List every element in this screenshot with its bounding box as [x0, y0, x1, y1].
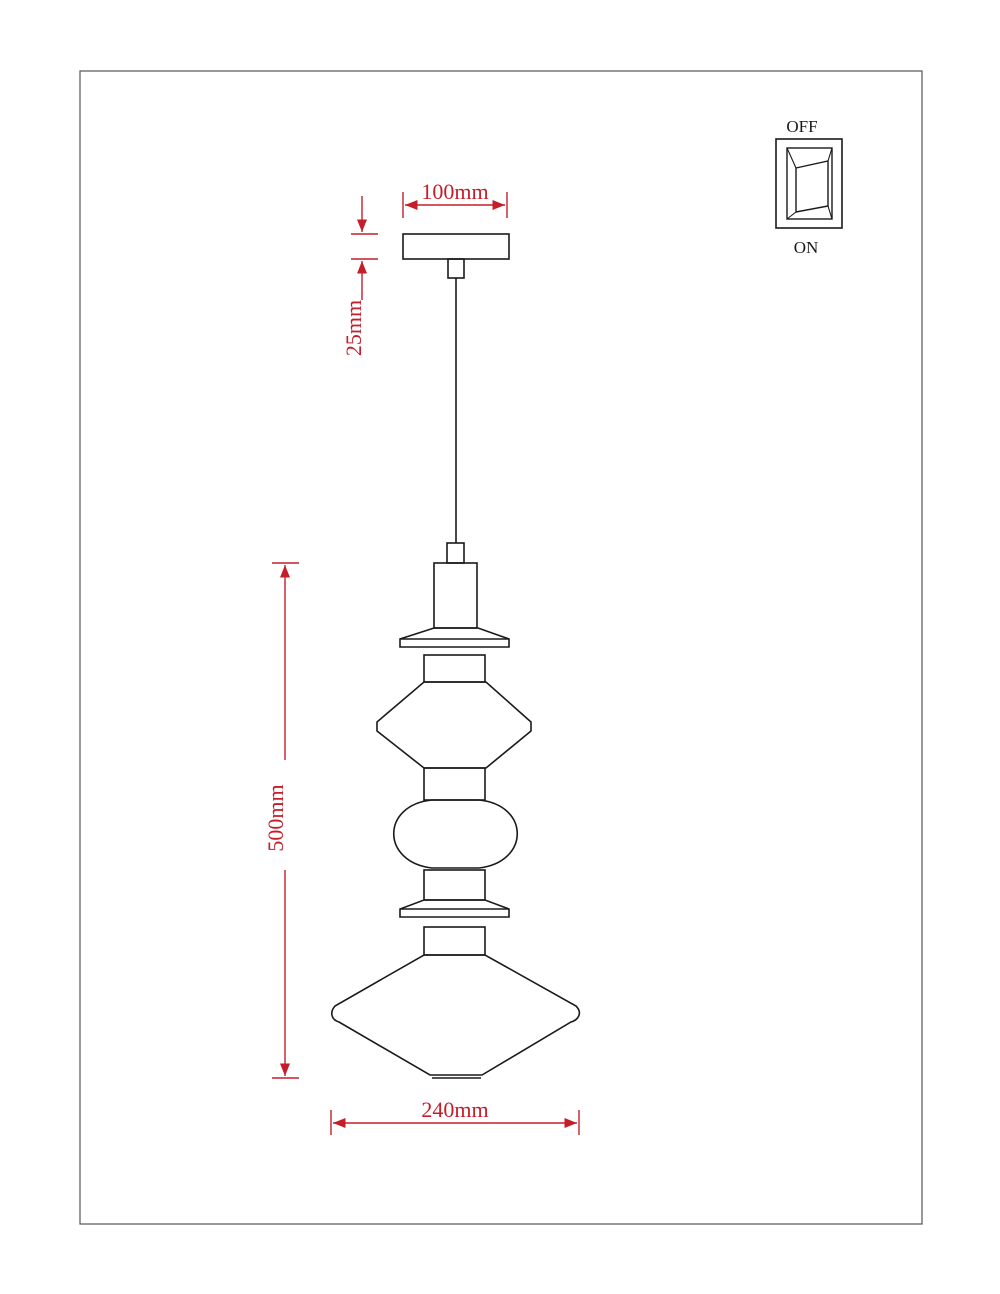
upper-diamond-glass — [377, 682, 531, 768]
ceiling-canopy — [403, 234, 509, 259]
body-height-label: 500mm — [263, 784, 288, 852]
lower-cone-shade — [332, 955, 580, 1075]
collar-2 — [424, 768, 485, 800]
upper-disc — [400, 628, 509, 647]
dimension-canopy-height — [351, 196, 378, 300]
body-width-label: 240mm — [421, 1097, 489, 1122]
collar-1 — [424, 655, 485, 682]
switch-off-label: OFF — [786, 117, 818, 136]
collar-4 — [424, 927, 485, 955]
canopy-grip — [448, 259, 464, 278]
cable-clamp — [447, 543, 464, 563]
lamp-outline — [332, 234, 580, 1078]
switch-on-label: ON — [793, 238, 819, 257]
top-sleeve — [434, 563, 477, 628]
canopy-width-label: 100mm — [421, 179, 489, 204]
switch-icon — [776, 139, 842, 228]
sphere-glass — [394, 800, 518, 868]
collar-3 — [424, 870, 485, 900]
canopy-height-label: 25mm — [341, 299, 366, 357]
